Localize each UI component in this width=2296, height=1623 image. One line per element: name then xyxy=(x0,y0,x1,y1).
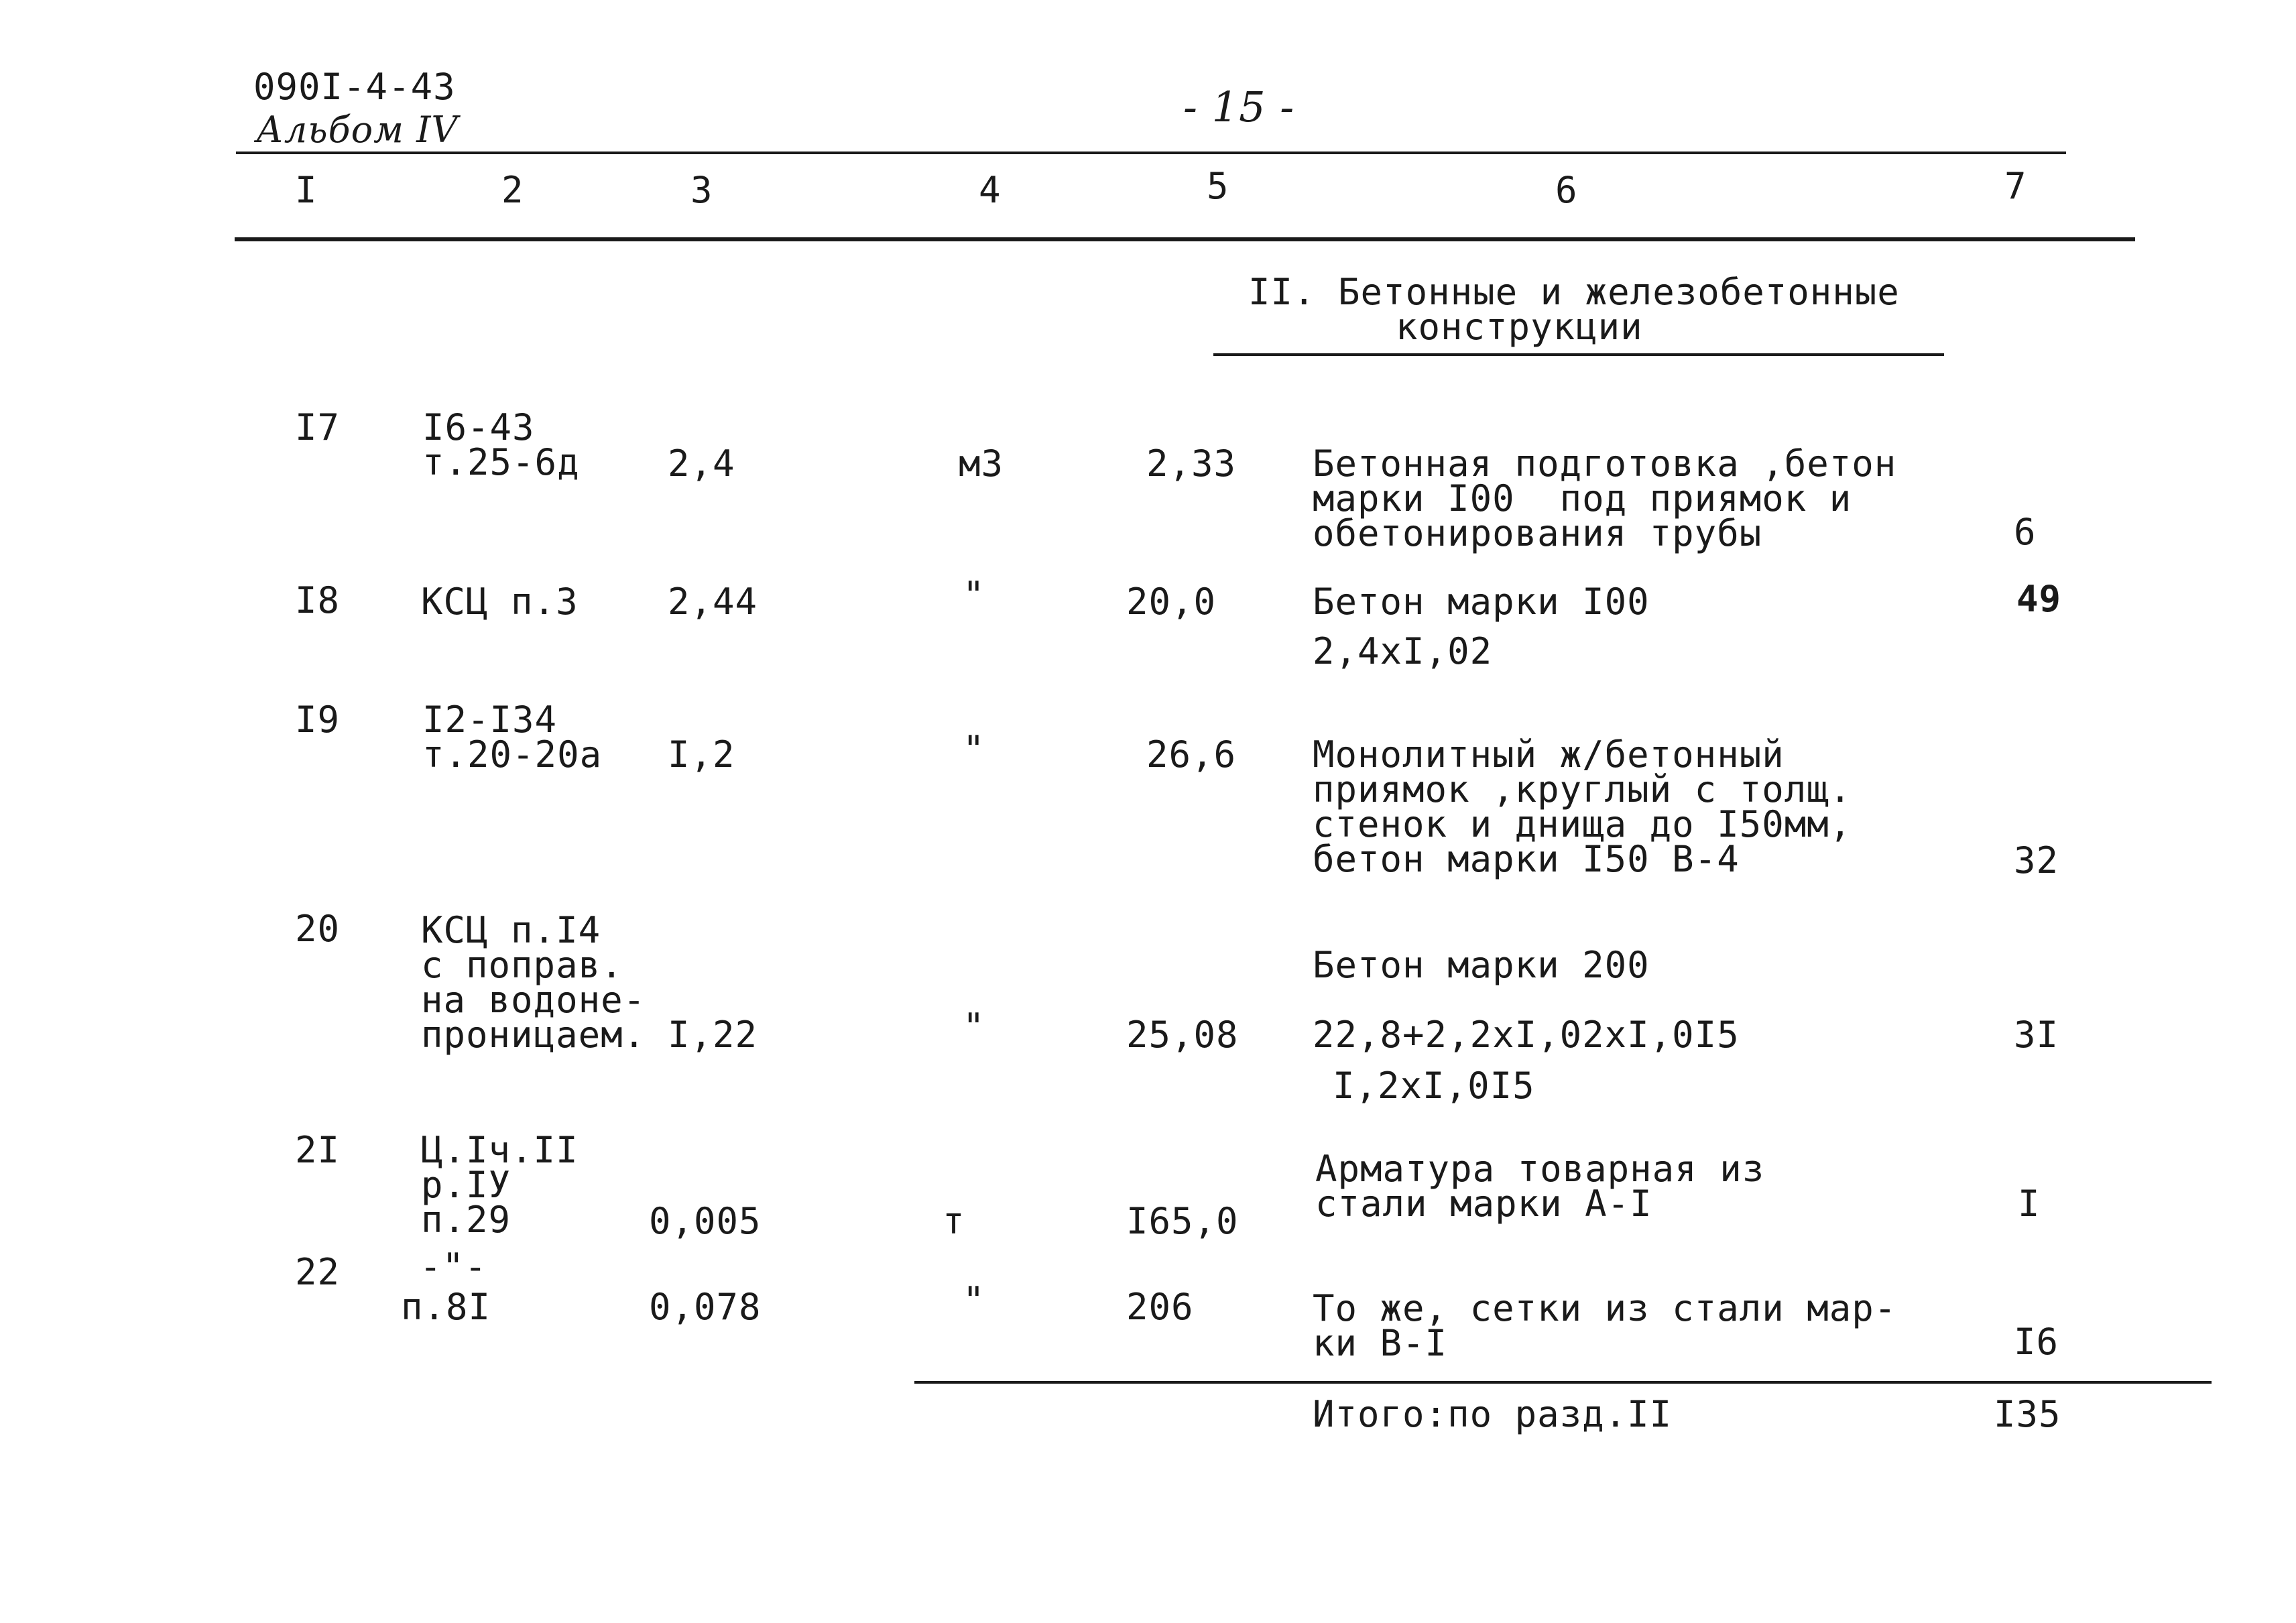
row-20-qty: 25,08 xyxy=(1126,1014,1239,1056)
row-22-unit: " xyxy=(963,1279,985,1321)
album-label: Альбом IV xyxy=(256,109,459,151)
column-header-5: 5 xyxy=(1207,165,1229,207)
row-20-ref: КСЦ п.I4 с поправ. на водоне- проницаем. xyxy=(421,909,646,1056)
row-22-coef: 0,078 xyxy=(649,1286,762,1328)
row-17-qty: 2,33 xyxy=(1146,442,1237,485)
row-22-sum: I6 xyxy=(2014,1321,2059,1363)
row-18-sum: 49 xyxy=(2016,578,2062,620)
row-21-num: 2I xyxy=(295,1129,341,1171)
document-code: 090I-4-43 xyxy=(253,66,456,108)
total-label: Итого:по разд.II xyxy=(1313,1393,1673,1435)
section-title-line1: II. Бетонные и железобетонные xyxy=(1248,271,1900,313)
row-18-coef: 2,44 xyxy=(668,581,758,623)
row-22-num: 22 xyxy=(295,1251,341,1293)
row-18-num: I8 xyxy=(295,579,341,621)
column-header-7: 7 xyxy=(2004,165,2027,207)
row-18-ref: КСЦ п.3 xyxy=(421,581,579,623)
header-top-rule xyxy=(236,152,2066,154)
row-17-sum: 6 xyxy=(2014,511,2037,553)
row-22-qty: 206 xyxy=(1126,1286,1194,1328)
row-19-num: I9 xyxy=(295,699,341,741)
row-22-desc: То же, сетки из стали мар- ки В-I xyxy=(1313,1287,1897,1364)
column-header-3: 3 xyxy=(690,169,713,211)
row-17-coef: 2,4 xyxy=(668,442,735,485)
row-19-qty: 26,6 xyxy=(1146,733,1237,776)
row-21-qty: I65,0 xyxy=(1126,1200,1239,1242)
row-18-unit: " xyxy=(963,574,985,616)
row-22-ref: п.8I xyxy=(401,1286,491,1328)
row-18-desc-calc: 2,4хI,02 xyxy=(1313,630,1493,672)
row-19-ref: I2-I34 т.20-20а xyxy=(422,699,603,776)
row-22-ref-ditto: -"- xyxy=(420,1246,487,1288)
row-17-desc: Бетонная подготовка ,бетон марки I00 под приямок и обетонирования трубы xyxy=(1313,442,1897,554)
page-number: - 15 - xyxy=(1183,82,1295,131)
total-rule xyxy=(914,1381,2212,1384)
row-18-qty: 20,0 xyxy=(1126,581,1217,623)
row-18-desc: Бетон марки I00 xyxy=(1313,581,1650,623)
row-20-sum: 3I xyxy=(2014,1014,2059,1056)
row-17-unit: м3 xyxy=(959,442,1004,485)
row-17-ref: I6-43 т.25-6д xyxy=(422,406,580,483)
section-title-line2: конструкции xyxy=(1396,306,1643,348)
row-20-coef: I,22 xyxy=(668,1014,758,1056)
section-title-underline xyxy=(1213,353,1944,356)
column-header-1: I xyxy=(295,169,318,211)
total-value: I35 xyxy=(1994,1393,2061,1435)
row-19-sum: 32 xyxy=(2014,839,2059,882)
row-20-desc: Бетон марки 200 xyxy=(1313,944,1650,986)
row-19-desc: Монолитный ж/бетонный приямок ,круглый с толщ. стенок и днища до I50мм, бетон марки I50 В-4 xyxy=(1313,733,1852,880)
row-21-unit: т xyxy=(943,1200,965,1242)
column-header-6: 6 xyxy=(1555,169,1578,211)
header-bottom-rule xyxy=(235,237,2135,241)
column-header-2: 2 xyxy=(501,169,524,211)
row-19-coef: I,2 xyxy=(668,733,735,776)
row-21-sum: I xyxy=(2018,1183,2041,1225)
row-20-num: 20 xyxy=(295,908,341,950)
row-21-desc: Арматура товарная из стали марки А-I xyxy=(1315,1148,1765,1225)
row-20-desc-calc2: I,2хI,0I5 xyxy=(1333,1065,1535,1107)
row-17-num: I7 xyxy=(295,406,341,448)
row-21-ref: Ц.Iч.II р.IУ п.29 xyxy=(421,1129,579,1241)
row-20-desc-calc: 22,8+2,2хI,02хI,0I5 xyxy=(1313,1014,1740,1056)
row-21-coef: 0,005 xyxy=(649,1200,762,1242)
row-19-unit: " xyxy=(963,728,985,770)
column-header-4: 4 xyxy=(979,169,1002,211)
row-20-unit: " xyxy=(963,1006,985,1048)
